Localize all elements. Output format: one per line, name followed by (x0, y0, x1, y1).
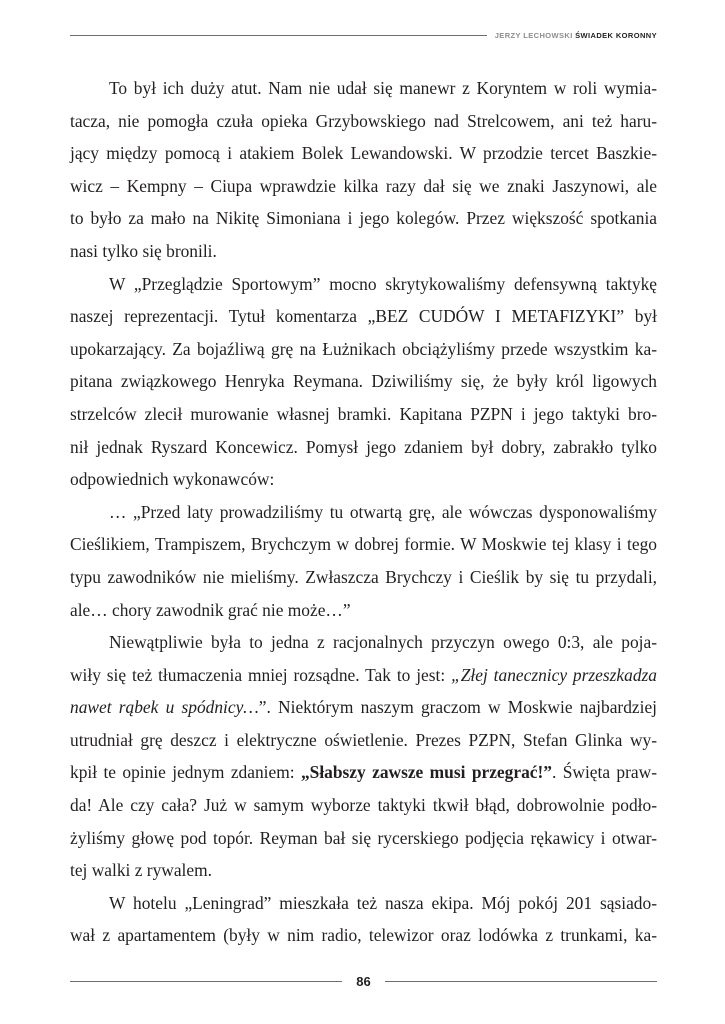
text-line: to było za mało na Nikitę Simoniana i jego kolegów. Przez większość spotkania (70, 208, 657, 229)
page-number: 86 (356, 974, 371, 989)
text-segment: kpił te opinie jednym zdaniem: (70, 762, 301, 783)
text-line: upokarzający. Za bojaźliwą grę na Łużnikach obciążyliśmy przede wszystkim ka- (70, 338, 657, 359)
text-line: W hotelu „Leningrad” mieszkała też nasza ekipa. Mój pokój 201 sąsiado- (109, 892, 657, 913)
text-line: odpowiednich wykonawców: (70, 469, 275, 490)
page-footer (70, 974, 657, 989)
header-text (495, 31, 657, 40)
header-book-title: ŚWIADEK KORONNY (575, 31, 657, 40)
text-line: Niewątpliwie była to jedna z racjonalnych przyczyn owego 0:3, ale poja- (109, 632, 657, 653)
text-line: Cieślikiem, Trampiszem, Brychczym w dobrej formie. W Moskwie tej klasy i tego (70, 534, 657, 555)
running-header (0, 31, 657, 40)
text-line: strzelców zlecił murowanie własnej bramki. Kapitana PZPN i jego taktyki bro- (70, 403, 657, 424)
text-line: typu zawodników nie mieliśmy. Zwłaszcza Brychczy i Cieślik by się tu przydali, (70, 566, 657, 587)
text-line (70, 756, 657, 789)
body-text (70, 72, 657, 952)
text-segment: nawet rąbek u spódnicy… (70, 697, 259, 718)
header-rule (70, 35, 487, 36)
footer-rule-right (385, 981, 657, 982)
text-line (70, 659, 657, 692)
text-line: wał z apartamentem (były w nim radio, telewizor oraz lodówka z trunkami, ka- (70, 925, 657, 946)
text-line: pitana związkowego Henryka Reymana. Dziwiliśmy się, że były król ligowych (70, 371, 657, 392)
text-line: tacza, nie pomogła czuła opieka Grzybowskiego nad Strelcowem, ani też haru- (70, 110, 657, 131)
text-line: nasi tylko się bronili. (70, 240, 217, 261)
text-line: tej walki z rywalem. (70, 860, 212, 881)
text-segment: „Złej tanecznicy przeszkadza (451, 664, 657, 685)
text-line: nił jednak Ryszard Koncewicz. Pomysł jego zdaniem był dobry, zabrakło tylko (70, 436, 657, 457)
text-line: jący między pomocą i atakiem Bolek Lewandowski. W przodzie tercet Baszkie- (70, 143, 657, 164)
text-line: naszej reprezentacji. Tytuł komentarza „BEZ CUDÓW I METAFIZYKI” był (70, 306, 657, 327)
text-line: W „Przeglądzie Sportowym” mocno skrytykowaliśmy defensywną taktykę (109, 273, 657, 294)
text-segment: wiły się też tłumaczenia mniej rozsądne. Tak to jest: (70, 664, 452, 685)
text-line: To był ich duży atut. Nam nie udał się manewr z Koryntem w roli wymia- (109, 78, 657, 98)
text-line: da! Ale czy cała? Już w samym wyborze taktyki tkwił błąd, dobrowolnie podło- (70, 795, 657, 816)
header-author: JERZY LECHOWSKI (494, 31, 573, 40)
text-segment: . Święta praw- (551, 762, 657, 783)
text-line: żyliśmy głowę pod topór. Reyman bał się rycerskiego podjęcia rękawicy i otwar- (70, 827, 657, 848)
footer-rule-left (70, 981, 342, 982)
text-line: wicz – Kempny – Ciupa wprawdzie kilka razy dał się we znaki Jaszynowi, ale (70, 175, 657, 196)
text-line (70, 691, 657, 724)
text-segment: „Słabszy zawsze musi przegrać!” (300, 762, 552, 783)
text-line: … „Przed laty prowadziliśmy tu otwartą grę, ale wówczas dysponowaliśmy (109, 501, 657, 522)
text-line: utrudniał grę deszcz i elektryczne oświetlenie. Prezes PZPN, Stefan Glinka wy- (70, 729, 657, 750)
text-line: ale… chory zawodnik grać nie może…” (70, 599, 351, 620)
text-segment: ”. Niektórym naszym graczom w Moskwie najbardziej (258, 697, 657, 718)
